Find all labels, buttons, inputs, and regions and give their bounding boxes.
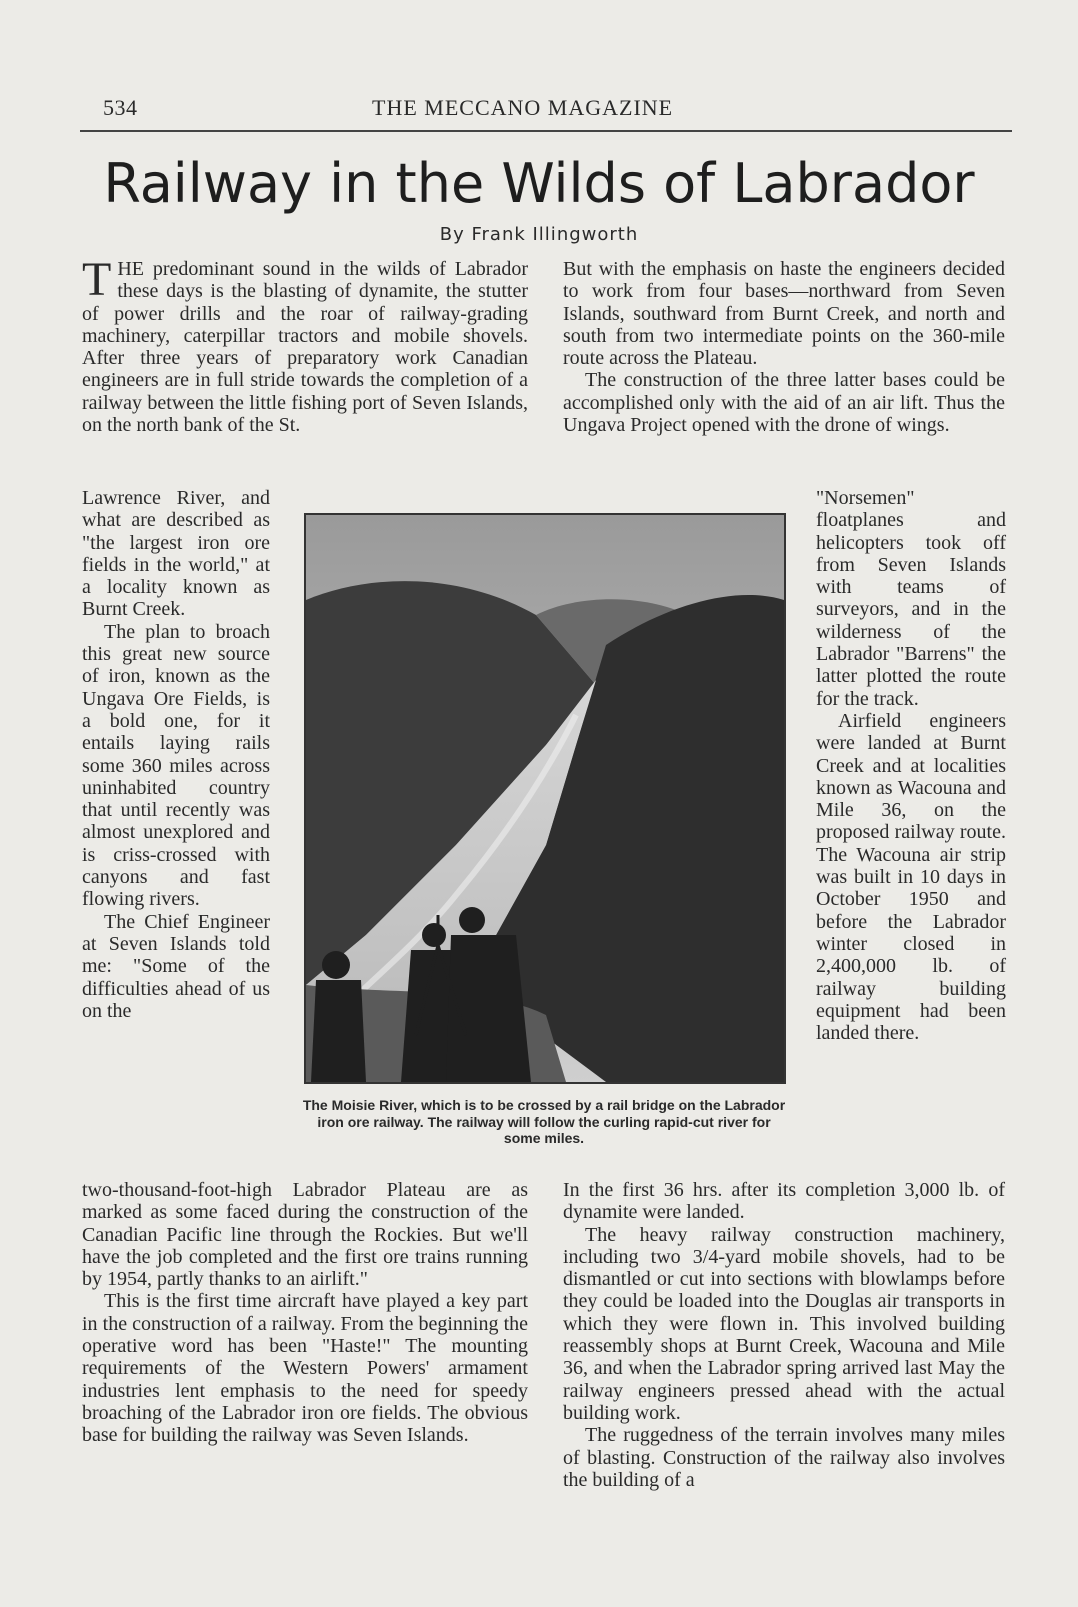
- paragraph: But with the emphasis on haste the engineers decided to work from four bases—northward from Seven Islands, southward from Burnt Creek, and north and south from two intermediate points on the 360-mile route across the Plateau.: [563, 258, 1005, 370]
- drop-cap: T: [82, 253, 112, 306]
- header-rule: [80, 130, 1012, 132]
- running-header: THE MECCANO MAGAZINE: [372, 95, 674, 120]
- article-byline: By Frank Illingworth: [439, 224, 639, 245]
- paragraph: This is the first time aircraft have played a key part in the construction of a railway. From the beginning the operative word has been "Haste!" The mounting requirements of the Western Powers' armament industries lent emphasis to the need for speedy broaching of the Labrador iron ore fields. The obvious base for building the railway was Seven Islands.: [82, 1290, 528, 1447]
- photo-illustration: [306, 515, 784, 1082]
- paragraph: The construction of the three latter bases could be accomplished only with the aid of an air lift. Thus the Ungava Project opened with the drone of wings.: [563, 369, 1005, 437]
- paragraph: two-thousand-foot-high Labrador Plateau are as marked as some faced during the construction of the Canadian Pacific line through the Rockies. But we'll have the job completed and the first ore trains running by 1954, partly thanks to an airlift.": [82, 1179, 528, 1291]
- paragraph: The ruggedness of the terrain involves many miles of blasting. Construction of the railway also involves the building of a: [563, 1424, 1005, 1491]
- paragraph: The heavy railway construction machinery, including two 3/4-yard mobile shovels, had to be dismantled or cut into sections with blowlamps before they could be loaded into the Douglas air transports in which they were flown in. This involved building reassembly shops at Burnt Creek, Wacouna and Mile 36, and when the Labrador spring arrived last May the railway engineers pressed ahead with the actual building work.: [563, 1223, 1005, 1424]
- moisie-river-photo: [304, 513, 786, 1084]
- column-1-narrow: [82, 487, 270, 1022]
- page-number: 534: [103, 95, 138, 120]
- column-1-bottom: [82, 1179, 528, 1447]
- photo-caption: The Moisie River, which is to be crossed by a rail bridge on the Labrador iron ore railway. The railway will follow the curling rapid-cut river for some miles.: [302, 1097, 786, 1146]
- column-2-top: [563, 258, 1005, 436]
- article-title: Railway in the Wilds of Labrador: [103, 152, 975, 215]
- paragraph: The plan to broach this great new source of iron, known as the Ungava Ore Fields, is a bold one, for it entails laying rails some 360 miles across uninhabited country that until recently was almost unexplored and is criss-crossed with canyons and fast flowing rivers.: [82, 620, 270, 911]
- column-2-narrow: [816, 487, 1006, 1044]
- column-1-top: [82, 253, 528, 437]
- paragraph: The Chief Engineer at Seven Islands told me: "Some of the difficulties ahead of us on the: [82, 910, 270, 1022]
- paragraph: "Norsemen" floatplanes and helicopters took off from Seven Islands with teams of surveyors, and in the wilderness of the Labrador "Barrens" the latter plotted the route for the track.: [816, 487, 1006, 710]
- paragraph: THE predominant sound in the wilds of Labrador these days is the blasting of dynamite, the stutter of power drills and the roar of railway-grading machinery, caterpillar tractors and mobile shovels. After three years of preparatory work Canadian engineers are in full stride towards the completion of a railway between the little fishing port of Seven Islands, on the north bank of the St.: [82, 253, 528, 437]
- paragraph: In the first 36 hrs. after its completion 3,000 lb. of dynamite were landed.: [563, 1179, 1005, 1224]
- column-2-bottom: [563, 1179, 1005, 1491]
- paragraph: Lawrence River, and what are described as "the largest iron ore fields in the world," at a locality known as Burnt Creek.: [82, 487, 270, 621]
- paragraph: Airfield engineers were landed at Burnt Creek and at localities known as Wacouna and Mile 36, on the proposed railway route. The Wacouna air strip was built in 10 days in October 1950 and before the Labrador winter closed in 2,400,000 lb. of railway building equipment had been landed there.: [816, 709, 1006, 1045]
